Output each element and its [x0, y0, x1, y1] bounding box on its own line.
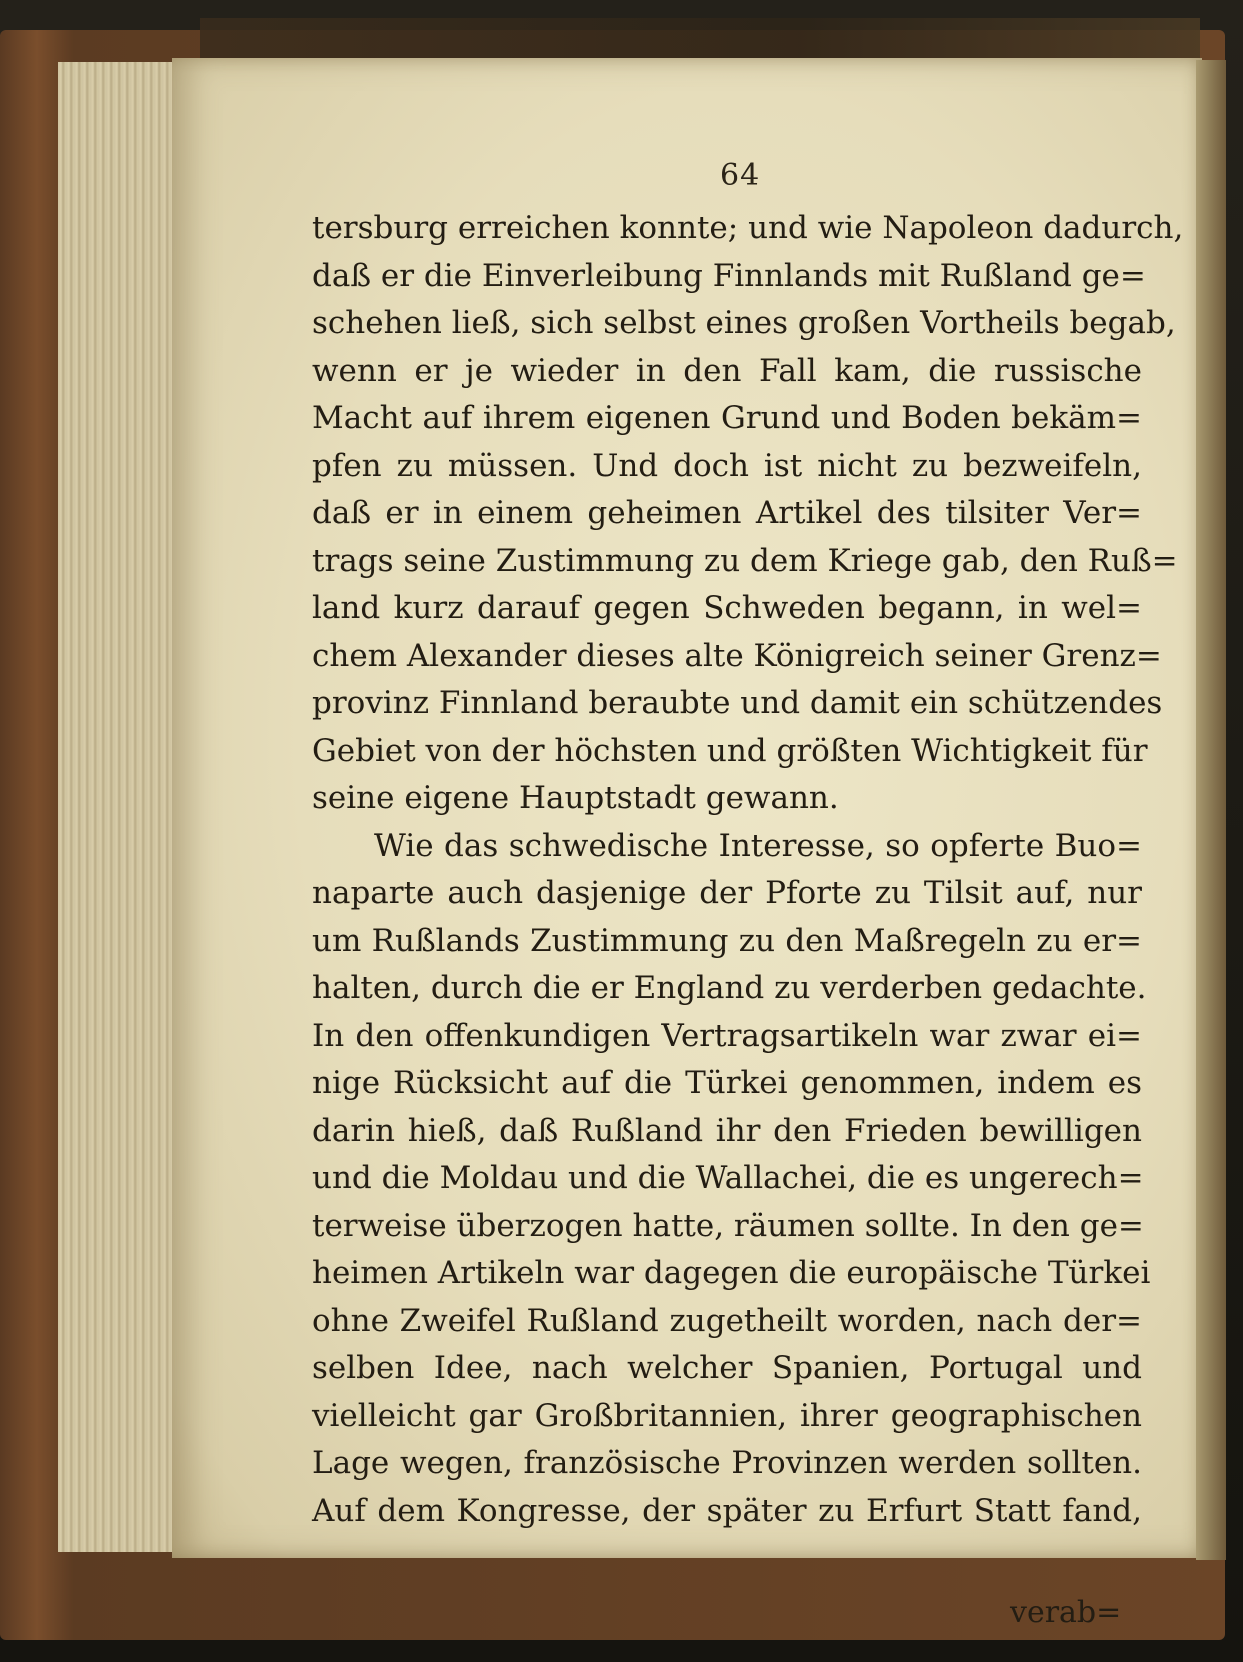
- book-cover-top-edge: [200, 18, 1200, 58]
- text-line: schehen ließ, sich selbst eines großen Vortheils begab,: [312, 305, 1176, 341]
- text-line: Gebiet von der höchsten und größten Wichtigkeit für: [312, 732, 1148, 769]
- text-line: Macht auf ihrem eigenen Grund und Boden bekäm=: [312, 400, 1142, 436]
- text-line: heimen Artikeln war dagegen die europäische Türkei: [312, 1255, 1151, 1291]
- text-line: chem Alexander dieses alte Königreich seiner Grenz=: [312, 637, 1162, 674]
- text-line: land kurz darauf gegen Schweden begann, in wel=: [312, 590, 1142, 626]
- text-line: daß er die Einverleibung Finnlands mit Rußland ge=: [312, 257, 1146, 294]
- text-line: pfen zu müssen. Und doch ist nicht zu bezweifeln,: [312, 447, 1142, 484]
- text-line: vielleicht gar Großbritannien, ihrer geographischen: [312, 1397, 1142, 1434]
- text-line: Wie das schwedische Interesse, so opferte Buo=: [374, 827, 1142, 864]
- text-line: nige Rücksicht auf die Türkei genommen, indem es: [312, 1065, 1142, 1101]
- text-line: tersburg erreichen konnte; und wie Napoleon dadurch,: [312, 210, 1184, 246]
- text-line: Lage wegen, französische Provinzen werden sollten.: [312, 1445, 1142, 1481]
- text-line: wenn er je wieder in den Fall kam, die russische: [312, 352, 1142, 389]
- text-line: darin hieß, daß Rußland ihr den Frieden bewilligen: [312, 1112, 1142, 1149]
- text-line: ohne Zweifel Rußland zugetheilt worden, nach der=: [312, 1302, 1142, 1339]
- body-text: [312, 205, 1184, 1535]
- text-line: halten, durch die er England zu verderben gedachte.: [312, 970, 1147, 1006]
- text-line: daß er in einem geheimen Artikel des tilsiter Ver=: [312, 495, 1142, 531]
- text-line: und die Moldau und die Wallachei, die es ungerech=: [312, 1160, 1144, 1196]
- text-line: um Rußlands Zustimmung zu den Maßregeln zu er=: [312, 922, 1142, 959]
- text-line: naparte auch dasjenige der Pforte zu Tilsit auf, nur: [312, 875, 1142, 911]
- text-line: In den offenkundigen Vertragsartikeln war zwar ei=: [312, 1017, 1142, 1054]
- page-number: 64: [720, 158, 761, 193]
- text-line: provinz Finnland beraubte und damit ein schützendes: [312, 685, 1163, 721]
- text-line: selben Idee, nach welcher Spanien, Portugal und: [312, 1350, 1142, 1386]
- text-line: terweise überzogen hatte, räumen sollte. In den ge=: [312, 1207, 1144, 1244]
- text-line: Auf dem Kongresse, der später zu Erfurt Statt fand,: [312, 1492, 1142, 1529]
- page-edges: [58, 62, 188, 1552]
- book-gutter: [1196, 60, 1226, 1560]
- text-line: trags seine Zustimmung zu dem Kriege gab, den Ruß=: [312, 542, 1178, 579]
- catchword: verab=: [1010, 1595, 1122, 1630]
- text-line: seine eigene Hauptstadt gewann.: [312, 780, 839, 816]
